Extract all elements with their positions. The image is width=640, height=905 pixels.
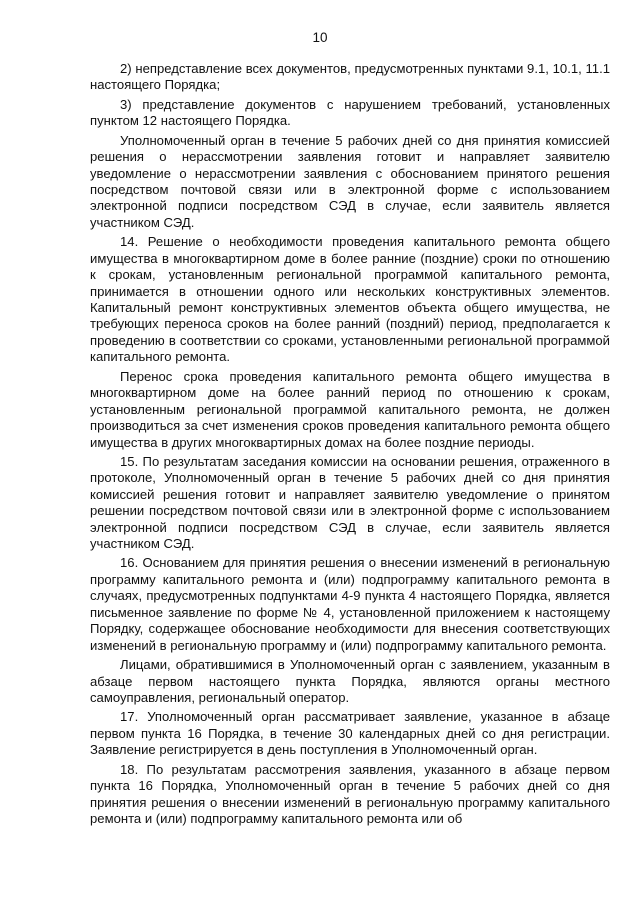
paragraph-14: 14. Решение о необходимости проведения капитального ремонта общего имущества в многоквартирном доме в более ранние (поздние) сроки по отношению к срокам, установленным региональной программой капитального ремонта, принимается в отношении одного или нескольких конструктивных элементов. Капитальный ремонт конструктивных элементов объекта общего имущества, не требующих переноса сроков на более ранний (поздний) период, предполагается к проведению в соответствии со сроками, установленными региональной программой капитального ремонта. bbox=[90, 234, 610, 365]
paragraph-18: 18. По результатам рассмотрения заявления, указанного в абзаце первом пункта 16 Порядка, Уполномоченный орган в течение 5 рабочих дней со дня принятия решения о внесении изменений в региональную программу капитального ремонта и (или) подпрограмму капитального ремонта или об bbox=[90, 761, 610, 826]
paragraph-15: 15. По результатам заседания комиссии на основании решения, отраженного в протоколе, Уполномоченный орган в течение 5 рабочих дней со дня принятия комиссией решения готовит и направляет заявителю уведомление о принятом решении посредством почтовой связи или в электронной форме с использованием электронной подписи посредством СЭД в случае, если заявитель является участником СЭД. bbox=[90, 453, 610, 552]
paragraph-item-3: 3) представление документов с нарушением требований, установленных пунктом 12 настоящего Порядка. bbox=[90, 96, 610, 129]
document-body bbox=[90, 61, 610, 830]
paragraph-17: 17. Уполномоченный орган рассматривает заявление, указанное в абзаце первом пункта 16 Порядка, в течение 30 календарных дней со дня регистрации. Заявление регистрируется в день поступления в Уполномоченный орган. bbox=[90, 709, 610, 758]
paragraph-item-2: 2) непредставление всех документов, предусмотренных пунктами 9.1, 10.1, 11.1 настоящего Порядка; bbox=[90, 61, 610, 93]
paragraph-notice-nonconsideration: Уполномоченный орган в течение 5 рабочих дней со дня принятия комиссией решения о нерассмотрении заявления готовит и направляет заявителю уведомление о нерассмотрении заявления с обоснованием принятого решения посредством почтовой связи или в электронной форме с использованием электронной подписи посредством СЭД в случае, если заявитель является участником СЭД. bbox=[90, 132, 610, 230]
page-number: 10 bbox=[312, 30, 328, 45]
paragraph-16: 16. Основанием для принятия решения о внесении изменений в региональную программу капитального ремонта и (или) подпрограмму капитального ремонта в случаях, предусмотренных подпунктами 4-9 пункта 4 настоящего Порядка, является письменное заявление по форме № 4, установленной приложением к настоящему Порядку, содержащее обоснование необходимости для внесения соответствующих изменений в региональную программу и (или) подпрограмму капитального ремонта. bbox=[90, 555, 610, 653]
paragraph-applicants: Лицами, обратившимися в Уполномоченный орган с заявлением, указанным в абзаце первом настоящего пункта Порядка, являются органы местного самоуправления, региональный оператор. bbox=[90, 657, 610, 705]
paragraph-deadline-transfer: Перенос срока проведения капитального ремонта общего имущества в многоквартирном доме на более ранний период по отношению к срокам, установленным региональной программой капитального ремонта, не должен производиться за счет изменения сроков проведения капитального ремонта общего имущества в других многоквартирных домах на более поздние периоды. bbox=[90, 368, 610, 450]
